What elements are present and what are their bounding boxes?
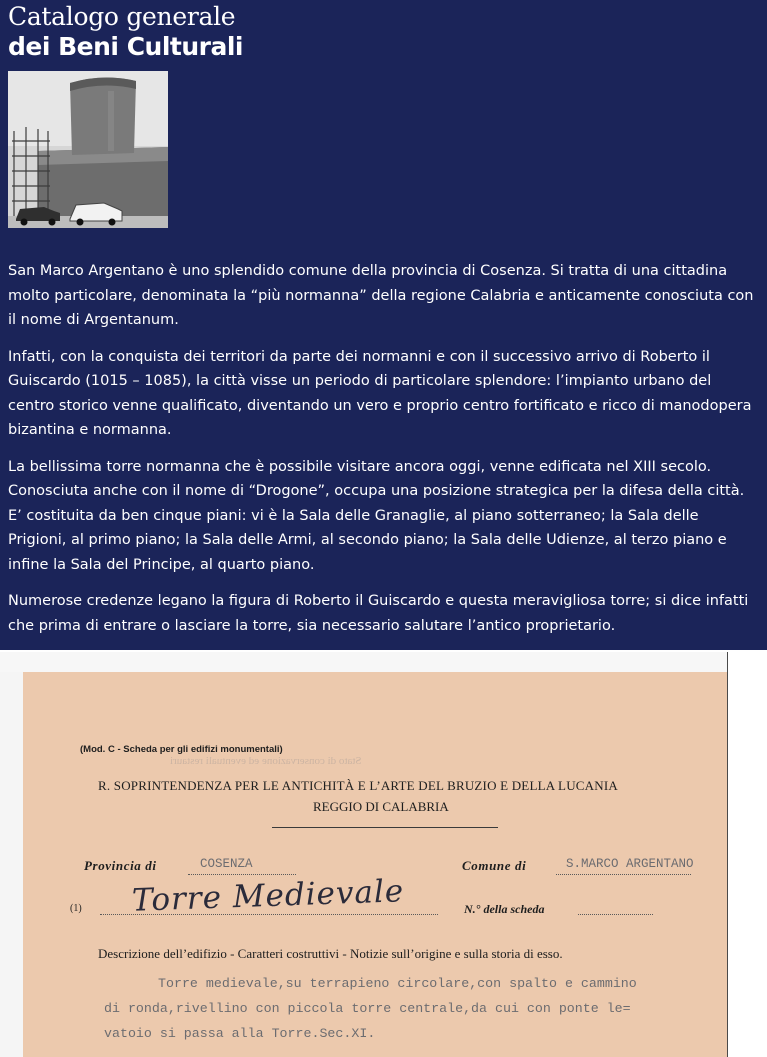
bleed-through-text: Stato di conservazione ed eventuali restauri — [170, 755, 362, 767]
article-paragraph-1: San Marco Argentano è uno splendido comune della provincia di Cosenza. Si tratta di una cittadina molto particolare, denominata la “più normanna” della regione Calabria e anticamente conosciuta con il nome di Argentanum. — [8, 263, 754, 328]
provincia-label: Provincia di — [84, 858, 157, 873]
tower-photo-image — [8, 71, 168, 228]
typed-line-3: vatoio si passa alla Torre.Sec.XI. — [104, 1026, 376, 1041]
comune-dotted-line — [556, 874, 691, 875]
article-paragraph-2: Infatti, con la conquista dei territori da parte dei normanni e con il successivo arrivo di Roberto il Guiscardo (1015 – 1085), la città visse un periodo di particolare splendore: l’impianto urbano del centro storico venne qualificato, diventando un vero e proprio centro fortificato e ricco di manodopera bizantina e normanna. — [8, 348, 752, 438]
article-paragraph-3: La bellissima torre normanna che è possibile visitare ancora oggi, venne edificata nel XIII secolo. Conosciuta anche con il nome di “Drogone”, occupa una posizione strategica per la difesa della città. E’ costituita da ben cinque piani: vi è la Sala delle Granaglie, al piano sotterraneo; la Sala delle Prigioni, al primo piano; la Sala delle Armi, al secondo piano; la Sala delle Udienze, al terzo piano e infine la Sala del Principe, al quarto piano. — [8, 458, 745, 573]
authority-line-1: R. SOPRINTENDENZA PER LE ANTICHITÀ E L’ARTE DEL BRUZIO E DELLA LUCANIA — [98, 778, 618, 793]
article-body — [8, 259, 760, 650]
name-dotted-line — [100, 914, 438, 915]
site-title-line2[interactable]: dei Beni Culturali — [8, 32, 244, 61]
comune-value: S.MARCO ARGENTANO — [566, 857, 694, 871]
scan-margin-left — [0, 652, 23, 1057]
handwritten-name: Torre Medievale — [131, 873, 405, 919]
article-paragraph-4: Numerose credenze legano la figura di Roberto il Guiscardo e questa meravigliosa torre; si dice infatti che prima di entrare o lasciare la torre, sia necessario salutare l’antico proprietario. — [8, 593, 749, 634]
divider-line — [272, 827, 498, 828]
scan-margin-top — [0, 652, 727, 672]
provincia-dotted-line — [188, 874, 296, 875]
authority-line-2: REGGIO DI CALABRIA — [313, 799, 449, 814]
provincia-value: COSENZA — [200, 857, 253, 871]
scanned-record-card — [0, 652, 727, 1057]
typed-line-2: di ronda,rivellino con piccola torre centrale,da cui con ponte le= — [104, 1001, 631, 1016]
model-note: (Mod. C - Scheda per gli edifizi monumentali) — [80, 744, 283, 755]
typed-line-1: Torre medievale,su terrapieno circolare,con spalto e cammino — [158, 976, 637, 991]
row-number-label: (1) — [70, 903, 82, 914]
scan-border-line — [727, 652, 728, 1057]
description-heading: Descrizione dell’edifizio - Caratteri costruttivi - Notizie sull’origine e sulla storia di esso. — [98, 946, 563, 961]
comune-label: Comune di — [462, 858, 527, 873]
scheda-dotted-line — [578, 914, 653, 915]
tower-photo — [8, 71, 168, 228]
scheda-label: N.° della scheda — [464, 902, 545, 916]
site-title-line1[interactable]: Catalogo generale — [8, 2, 236, 31]
